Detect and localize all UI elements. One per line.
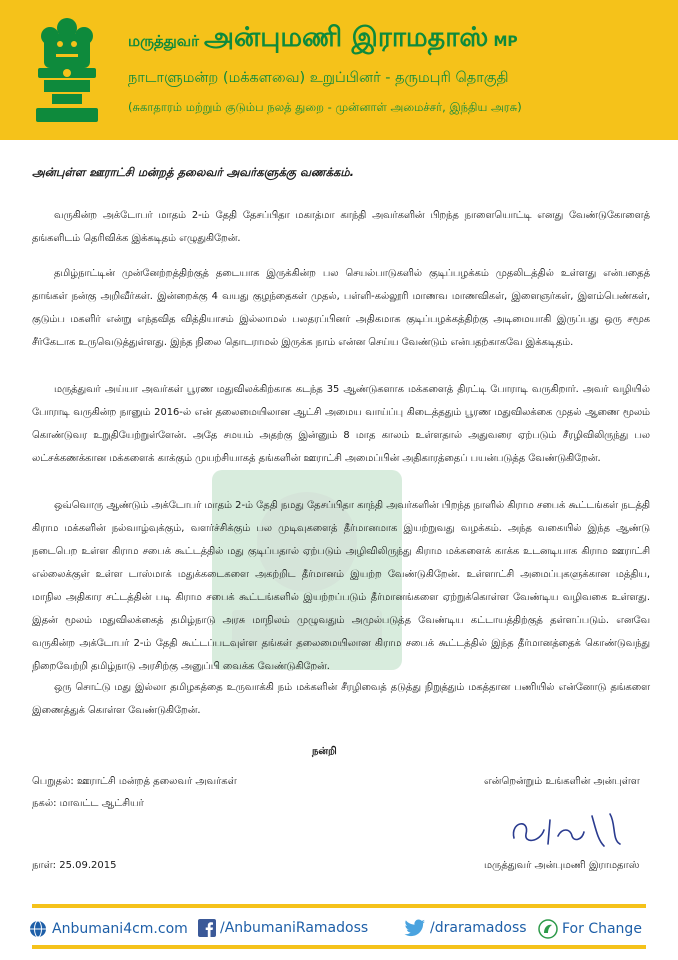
header-name: அன்புமணி இராமதாஸ் [204, 22, 489, 53]
paragraph-text: ஒவ்வொரு ஆண்டும் அக்டோபர் மாதம் 2-ம் தேதி நமது தேசப்பிதா காந்தி அவர்களின் பிறந்த நாளில் கிராம சபைக் கூட்டங்கள் நடத்தி கிராம மக்களின் நல்வாழ்வுக்கும், வளர்ச்சிக்கும் பல முடிவுகளைத் தீர்மானமாக இயற்றுவது வழக்கம். அந்த வகையில் இந்த ஆண்டு நடைபெற உள்ள கிராம சபைக் கூட்டத்தில் மது குடிப்பதால் ஏற்படும் அழிவிலிருந்து கிராம மக்களைக் காக்க உடனடியாக கிராம ஊராட்சி எல்லைக்குள் உள்ள டாஸ்மாக் மதுக்கடைகளை அகற்றிட தீர்மானம் இயற்ற வேண்டுகிறேன். உள்ளாட்சி அமைப்புகளுக்கான மத்திய, மாநில அதிகார சட்டத்தின் படி கிராம சபைக் கூட்டங்களில் இயற்றப்படும் தீர்மானங்களை ஏற்றுக்கொள்ள வேண்டிய வழிவகை உள்ளது. இதன் மூலம் மதுவிலக்கைத் தமிழ்நாடு அரசு மாநிலம் முழுவதும் அமுல்படுத்த வேண்டிய கட்டாயத்திற்குத் தள்ளப்படும். எனவே வருகின்ற அக்டோபர் 2-ம் தேதி கூட்டப்படவுள்ள தங்கள் தலைமையிலான கிராம சபைக் கூட்டத்தில் இந்த தீர்மானத்தைக் கொண்டுவந்து நிறைவேற்றி தமிழ்நாடு அரசிற்கு அனுப்பி வைக்க வேண்டுகிறேன். [32, 500, 650, 672]
globe-icon [28, 919, 48, 939]
header-designation: நாடாளுமன்ற (மக்களவை) உறுப்பினர் - தருமபுரி தொகுதி [128, 70, 509, 86]
national-emblem-icon [30, 14, 104, 126]
paragraph-text: மருத்துவர் அய்யா அவர்கள் பூரண மதுவிலக்கிற்காக கடந்த 35 ஆண்டுகளாக மக்களைத் திரட்டி போராடி வருகிறார். அவர் வழியில் போராடி வருகின்ற நானும் 2016-ல் என் தலைமையிலான ஆட்சி அமைய வாய்ப்பு கிடைத்ததும் பூரண மதுவிலக்கை முதல் ஆணை மூலம் கொண்டுவர உறுதியேற்றுள்ளேன். அதே சமயம் அதற்கு இன்னும் 8 மாத காலம் உள்ளதால் அதுவரை ஏற்படும் சீரழிவிலிருந்து பல லட்சக்கணக்கான மக்களைக் காக்கும் முயற்சியாகத் தங்களின் ஊராட்சி அமைப்பின் அதிகாரத்தைப் பயன்படுத்த வேண்டுகிறேன். [32, 384, 650, 464]
header-suffix: MP [493, 34, 518, 50]
website-link[interactable]: Anbumani4cm.com [52, 921, 188, 937]
footer-facebook[interactable] [198, 919, 368, 937]
paragraph-text: ஒரு சொட்டு மது இல்லா தமிழகத்தை உருவாக்கி நம் மக்களின் சீரழிவைத் தடுத்து நிறுத்தும் மகத்தான பணியில் என்னோடு தங்களை இணைத்துக் கொள்ள வேண்டுகிறேன். [32, 682, 650, 716]
paragraph-3 [32, 378, 650, 470]
recipient-line: பெறுதல்: ஊராட்சி மன்றத் தலைவர் அவர்கள் [32, 776, 237, 787]
footer-twitter[interactable] [404, 919, 527, 937]
signature [500, 800, 640, 856]
footer-slogan [538, 919, 642, 939]
letterhead [0, 0, 678, 140]
slogan-text: For Change [562, 921, 642, 937]
footer [28, 919, 653, 941]
facebook-link[interactable]: /AnbumaniRamadoss [220, 920, 369, 936]
header-prefix: மருத்துவர் [128, 32, 199, 50]
paragraph-4 [32, 494, 650, 678]
closing-line: என்றென்றும் உங்களின் அன்புள்ள [484, 776, 640, 787]
twitter-link[interactable]: /draramadoss [430, 920, 527, 936]
footer-website[interactable] [28, 919, 188, 939]
header-former-post: (சுகாதாரம் மற்றும் குடும்ப நலத் துறை - முன்னாள் அமைச்சர், இந்திய அரசு) [128, 100, 522, 114]
footer-divider-top [32, 904, 646, 908]
facebook-icon [198, 919, 216, 937]
paragraph-text: வருகின்ற அக்டோபர் மாதம் 2-ம் தேதி தேசப்பிதா மகாத்மா காந்தி அவர்களின் பிறந்த நாளையொட்டி எனது வேண்டுகோளைத் தங்களிடம் தெரிவிக்க இக்கடிதம் எழுதுகிறேன். [32, 210, 650, 244]
paragraph-1 [32, 204, 650, 250]
header-title [128, 22, 518, 57]
signer-name: மருத்துவர் அன்புமணி இராமதாஸ் [484, 860, 640, 871]
footer-divider-bottom [32, 945, 646, 949]
paragraph-5 [32, 676, 650, 722]
party-logo-icon [538, 919, 558, 939]
salutation: அன்புள்ள ஊராட்சி மன்றத் தலைவர் அவர்களுக்கு வணக்கம். [32, 165, 354, 179]
copy-to-line: நகல்: மாவட்ட ஆட்சியர் [32, 798, 144, 809]
date-line: நாள்: 25.09.2015 [32, 860, 117, 871]
thanks-line: நன்றி [312, 746, 337, 757]
paragraph-text: தமிழ்நாட்டின் முன்னேற்றத்திற்குத் தடையாக இருக்கின்ற பல செயல்பாடுகளில் குடிப்பழக்கம் முதலிடத்தில் உள்ளது என்பதைத் தாங்கள் நன்கு அறிவீர்கள். இன்றைக்கு 4 வயது குழந்தைகள் முதல், பள்ளி-கல்லூரி மாணவ மாணவிகள், இளைஞர்கள், இளம்பெண்கள், குடும்ப மகளிர் என்று எந்தவித வித்தியாசம் இல்லாமல் பலதரப்பினர் அதிகமாக குடிப்பழக்கத்திற்கு அடிமையாகி இருப்பது ஒரு சமூக சீர்கேடாக உருவெடுத்துள்ளது. இந்த நிலை தொடராமல் இருக்க நாம் என்ன செய்ய வேண்டும் என்பதற்காகவே இக்கடிதம். [32, 268, 650, 348]
twitter-bird-icon [404, 919, 426, 937]
paragraph-2 [32, 262, 650, 354]
